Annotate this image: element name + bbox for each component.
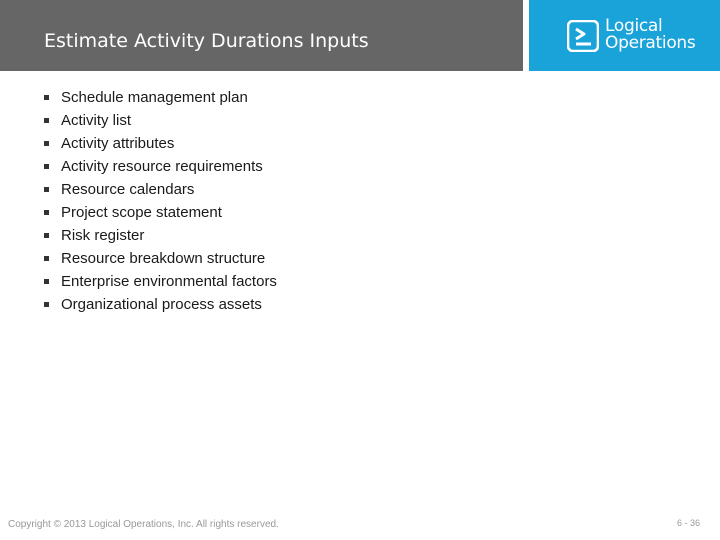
bullet-square-icon <box>44 302 49 307</box>
logo-line-1: Logical <box>605 16 663 36</box>
logical-operations-logo-icon <box>567 20 599 52</box>
logo <box>529 0 720 71</box>
bullet-text: Organizational process assets <box>61 296 262 313</box>
bullet-square-icon <box>44 118 49 123</box>
bullet-square-icon <box>44 279 49 284</box>
bullet-square-icon <box>44 256 49 261</box>
bullet-text: Activity resource requirements <box>61 158 263 175</box>
bullet-square-icon <box>44 141 49 146</box>
bullet-square-icon <box>44 164 49 169</box>
bullet-square-icon <box>44 95 49 100</box>
title-bar <box>0 0 523 71</box>
bullet-square-icon <box>44 210 49 215</box>
bullet-text: Resource breakdown structure <box>61 250 266 267</box>
footer-copyright: Copyright © 2013 Logical Operations, Inc. All rights reserved. <box>8 519 279 530</box>
bullet-square-icon <box>44 233 49 238</box>
logo-line-2: Operations <box>605 33 696 53</box>
page-number: 6 - 36 <box>676 518 700 528</box>
bullet-text: Activity attributes <box>61 135 175 152</box>
bullet-text: Risk register <box>61 227 145 244</box>
bullet-text: Activity list <box>61 112 132 129</box>
logo-wordmark <box>605 18 695 52</box>
slide-title: Estimate Activity Durations Inputs <box>44 30 369 52</box>
bullet-text: Enterprise environmental factors <box>61 273 277 290</box>
bullet-text: Schedule management plan <box>61 89 248 106</box>
bullet-text: Resource calendars <box>61 181 195 198</box>
bullet-text: Project scope statement <box>61 204 222 221</box>
bullet-square-icon <box>44 187 49 192</box>
